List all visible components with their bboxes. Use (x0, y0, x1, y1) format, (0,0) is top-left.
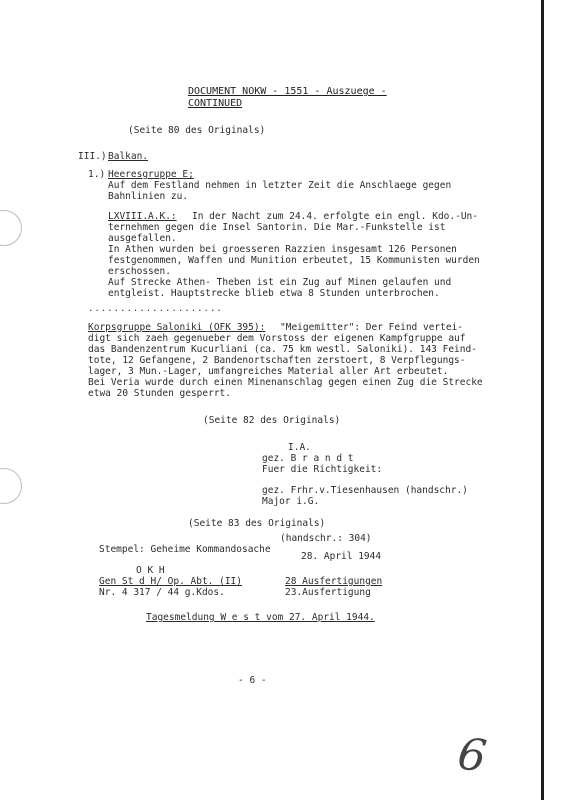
signature-gez-brandt: gez. B r a n d t (262, 453, 354, 464)
tagesmeldung-title: Tagesmeldung W e s t vom 27. April 1944. (146, 612, 375, 623)
copies-count: 28 Ausfertigungen (285, 576, 383, 587)
korpsgruppe-line: etwa 20 Stunden gesperrt. (88, 388, 231, 399)
lxviii-label: LXVIII.A.K.: (108, 211, 177, 222)
lxviii-line: festgenommen, Waffen und Munition erbeutet, 15 Kommunisten wurden (108, 255, 480, 266)
handwritten-page-mark: 6 (454, 728, 490, 783)
handwritten-number-note: (handschr.: 304) (280, 533, 372, 544)
korpsgruppe-line: Bei Veria wurde durch einen Minenanschlag gegen einen Zug die Strecke (88, 377, 483, 388)
korpsgruppe-line: digt sich zaeh gegenueber dem Vorstoss der eigenen Kampfgruppe auf (88, 333, 466, 344)
lxviii-line: In Athen wurden bei groesseren Razzien insgesamt 126 Personen (108, 244, 457, 255)
signature-gez-frhr: gez. Frhr.v.Tiesenhausen (handschr.) (262, 485, 468, 496)
item-1-line: Bahnlinien zu. (108, 191, 189, 202)
stamp-text: Stempel: Geheime Kommandosache (99, 544, 271, 555)
copy-number: 23.Ausfertigung (285, 587, 371, 598)
original-page-ref-83: (Seite 83 des Originals) (188, 518, 326, 529)
lxviii-line: Auf Strecke Athen- Theben ist ein Zug auf Minen gelaufen und (108, 277, 452, 288)
gen-st-line: Gen St d H/ Op. Abt. (II) (99, 576, 242, 587)
section-title: Balkan. (108, 151, 149, 162)
document-number: Nr. 4 317 / 44 g.Kdos. (99, 587, 225, 598)
signature-major: Major i.G. (262, 496, 320, 507)
signature-ia: I.A. (288, 442, 311, 453)
korpsgruppe-line: lager, 3 Mun.-Lager, umfangreiches Material aller Art erbeutet. (88, 366, 449, 377)
lxviii-line: ausgefallen. (108, 233, 177, 244)
signature-fuer-richtigkeit: Fuer die Richtigkeit: (262, 464, 383, 475)
page-number: - 6 - (238, 675, 267, 686)
page-edge-line (541, 0, 544, 800)
punch-hole-top (0, 210, 22, 246)
item-1-number: 1.) (88, 169, 106, 180)
original-page-ref-80: (Seite 80 des Originals) (128, 125, 266, 136)
item-1-line: Auf dem Festland nehmen in letzter Zeit die Anschlaege gegen (108, 180, 452, 191)
original-page-ref-82: (Seite 82 des Originals) (203, 415, 341, 426)
korpsgruppe-label: Korpsgruppe Saloniki (OFK 395): (88, 322, 266, 333)
korpsgruppe-line: tote, 12 Gefangene, 2 Bandenortschaften zerstoert, 8 Verpflegungs- (88, 355, 466, 366)
lxviii-line: erschossen. (108, 266, 171, 277)
document-header-line2: CONTINUED (188, 98, 243, 109)
item-1-title: Heeresgruppe E; (108, 169, 194, 180)
lxviii-line: In der Nacht zum 24.4. erfolgte ein engl. Kdo.-Un- (192, 211, 478, 222)
korpsgruppe-line: "Meigemitter": Der Feind vertei- (280, 322, 464, 333)
okh-label: O K H (136, 565, 165, 576)
lxviii-line: entgleist. Hauptstrecke blieb etwa 8 Stunden unterbrochen. (108, 288, 440, 299)
punch-hole-bottom (0, 468, 22, 504)
dotted-separator: ..................... (88, 304, 223, 314)
section-number: III.) (78, 151, 107, 162)
document-date: 28. April 1944 (301, 551, 382, 562)
korpsgruppe-line: das Bandenzentrum Kucurliani (ca. 75 km westl. Saloniki). 143 Feind- (88, 344, 477, 355)
document-header-line1: DOCUMENT NOKW - 1551 - Auszuege - (188, 86, 387, 97)
lxviii-line: ternehmen gegen die Insel Santorin. Die Mar.-Funkstelle ist (108, 222, 446, 233)
